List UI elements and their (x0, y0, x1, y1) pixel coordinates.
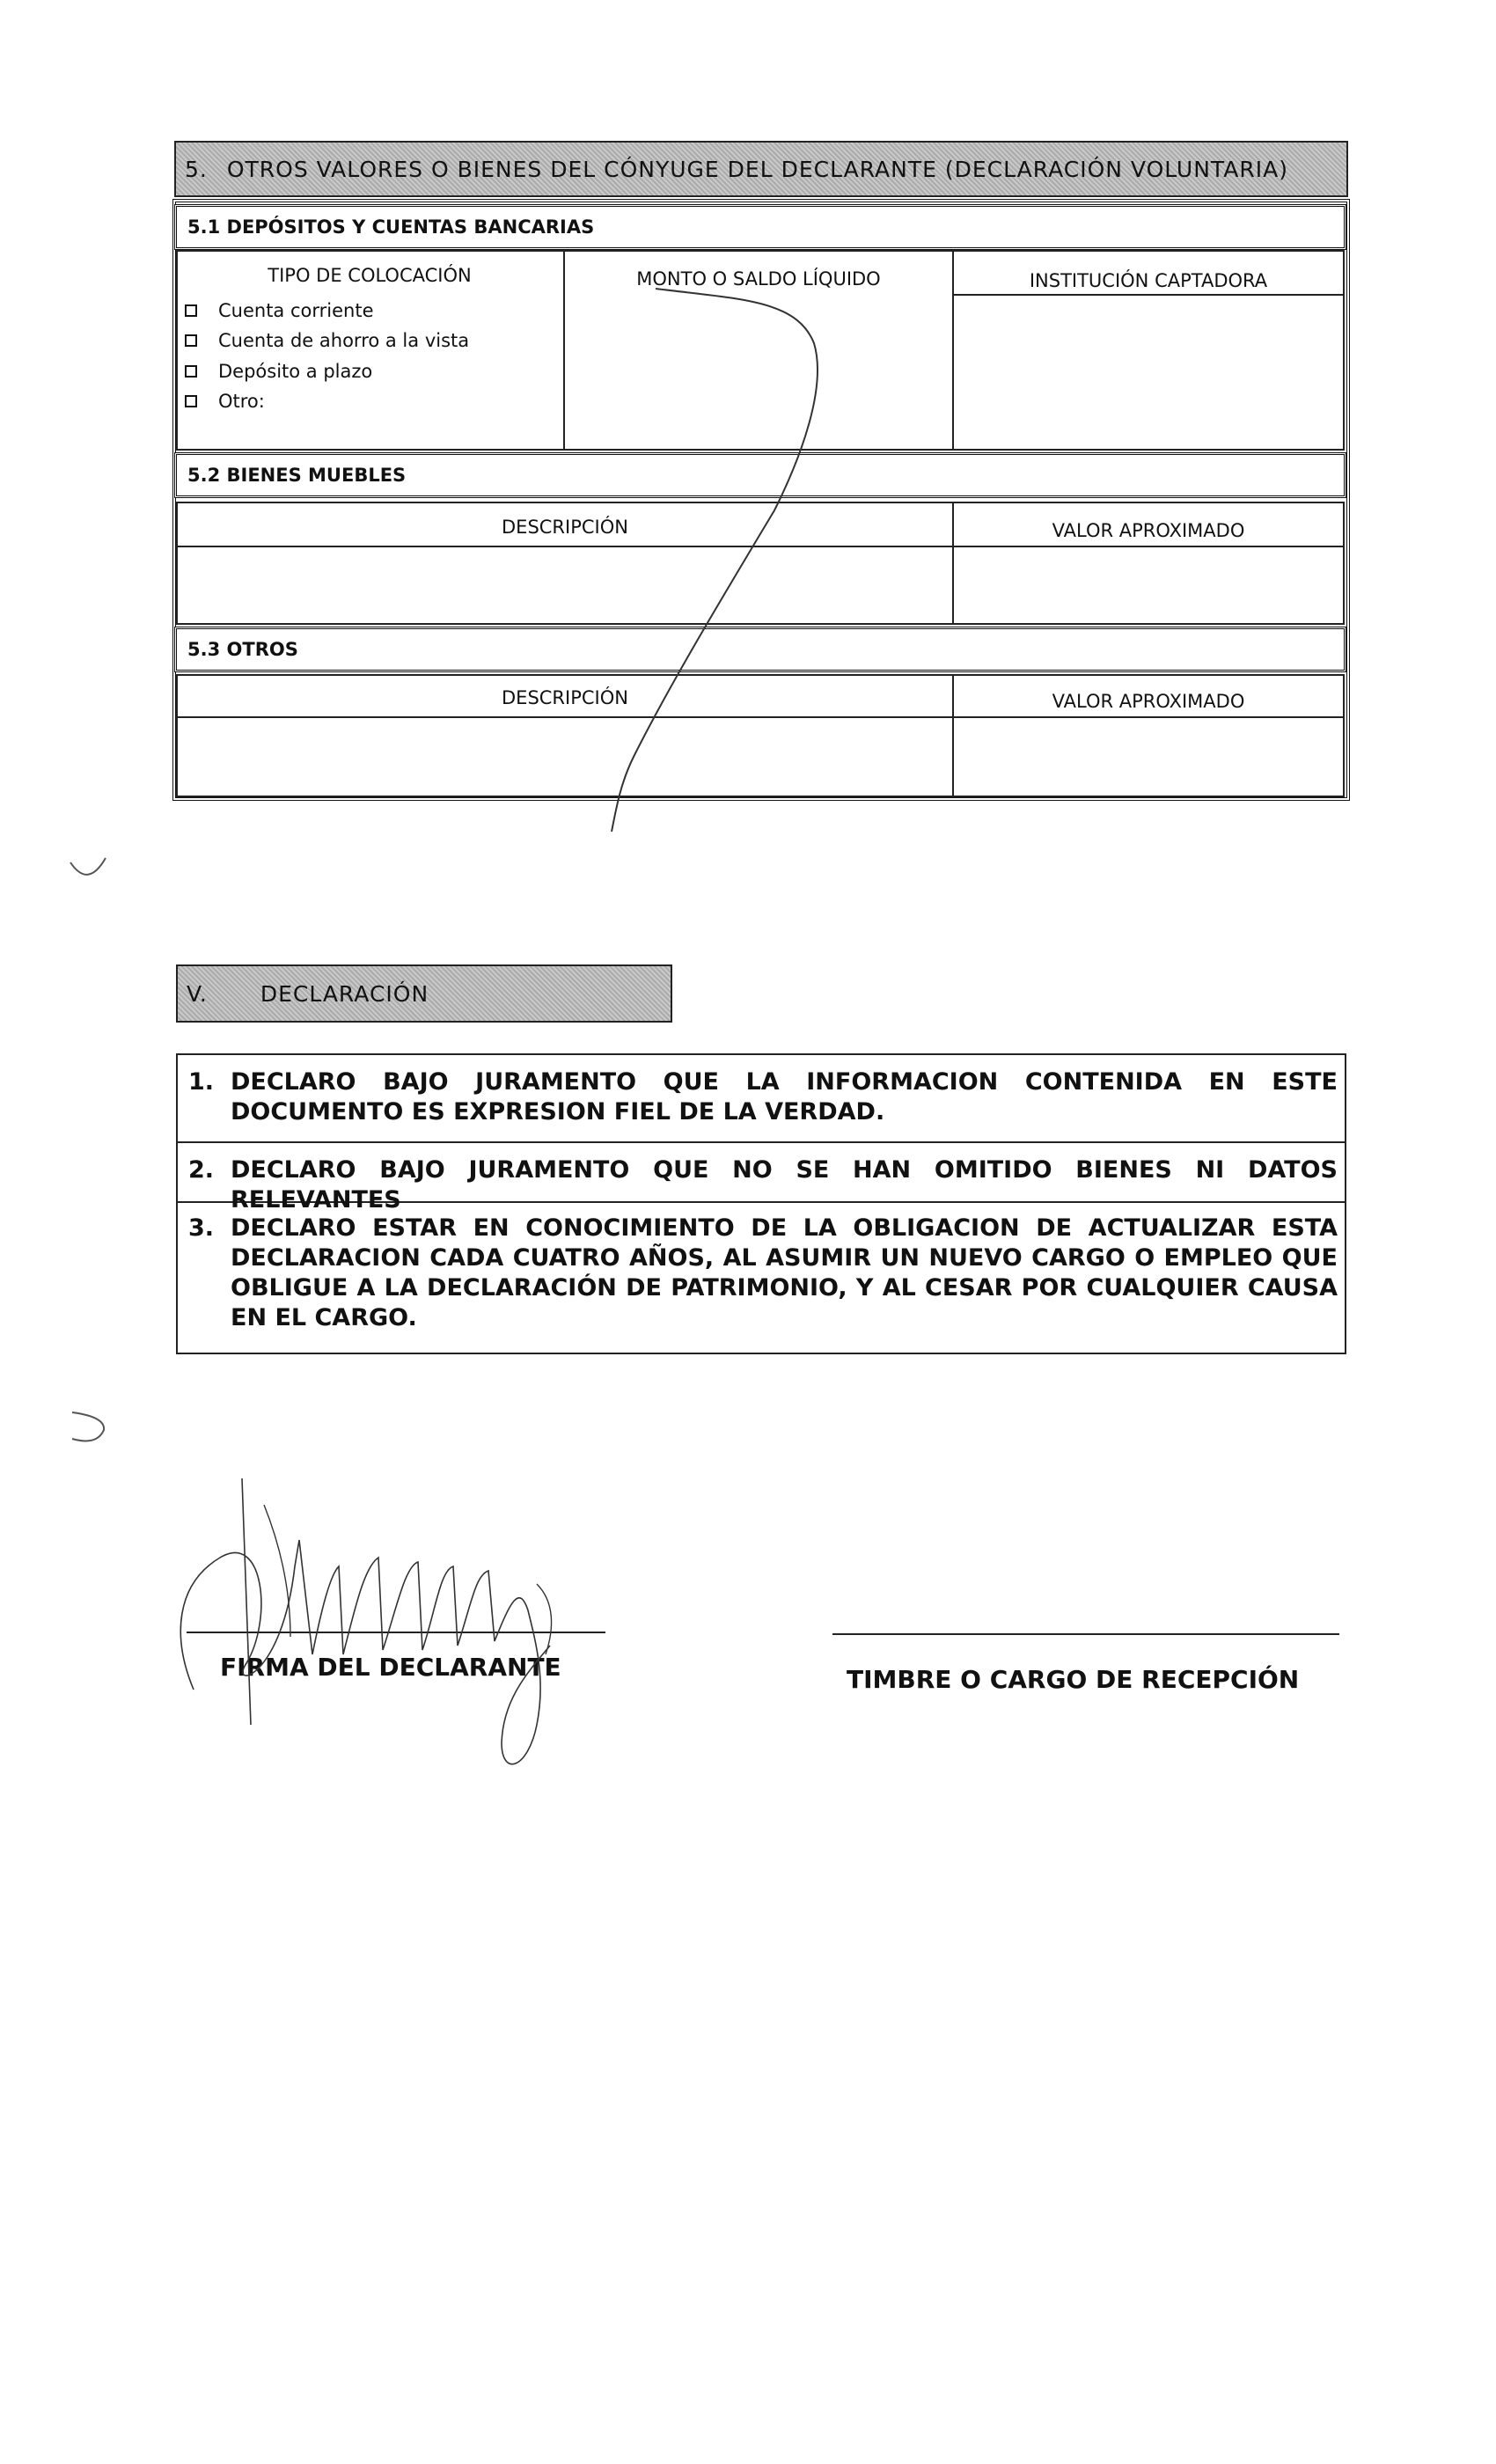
option-label: Cuenta corriente (218, 300, 374, 321)
column-header-descripcion: DESCRIPCIÓN (502, 687, 628, 708)
option-label: Depósito a plazo (218, 361, 373, 382)
declaration-number: 1. (188, 1068, 215, 1096)
column-header-descripcion: DESCRIPCIÓN (502, 517, 628, 538)
declaration-text: DECLARO BAJO JURAMENTO QUE NO SE HAN OMITIDO BIENES NI DATOS RELEVANTES (231, 1156, 1338, 1214)
declarations-box (176, 1053, 1346, 1354)
punch-hole-mark (62, 1404, 114, 1456)
subsection-5-1-heading-text: 5.1 DEPÓSITOS Y CUENTAS BANCARIAS (187, 216, 595, 238)
declaration-item (178, 1143, 1345, 1214)
column-header-valor: VALOR APROXIMADO (1052, 691, 1245, 712)
option-label: Otro: (218, 391, 265, 412)
column-header-tipo: TIPO DE COLOCACIÓN (268, 265, 472, 286)
handwritten-signature (167, 1461, 660, 1778)
section-5-number: 5. (185, 156, 208, 182)
declaration-text: DECLARO ESTAR EN CONOCIMIENTO DE LA OBLIGACION DE ACTUALIZAR ESTA DECLARACION CADA CUATRO AÑOS, AL ASUMIR UN NUEVO CARGO O EMPLEO QUE OBLIGUE A LA DECLARACIÓN DE PATRIMONIO, Y AL CESAR POR CUALQUIER CAUSA EN EL CARGO. (231, 1214, 1338, 1331)
cancellation-stroke (0, 0, 1496, 880)
subsection-5-3-heading-text: 5.3 OTROS (187, 639, 298, 660)
declaration-text: DECLARO BAJO JURAMENTO QUE LA INFORMACION CONTENIDA EN ESTE DOCUMENTO ES EXPRESION FIEL DE LA VERDAD. (231, 1068, 1338, 1126)
declaration-item (178, 1203, 1345, 1353)
column-header-monto: MONTO O SALDO LÍQUIDO (636, 268, 881, 290)
punch-hole-mark (62, 849, 114, 893)
declarant-signature-label: FIRMA DEL DECLARANTE (220, 1653, 561, 1682)
reception-stamp-line (832, 1633, 1339, 1635)
section-v-title: DECLARACIÓN (260, 980, 429, 1007)
section-v-header (176, 964, 672, 1023)
column-header-institucion: INSTITUCIÓN CAPTADORA (1029, 270, 1268, 291)
declaration-number: 2. (188, 1156, 215, 1184)
subsection-5-2-heading-text: 5.2 BIENES MUEBLES (187, 465, 407, 486)
declaration-number: 3. (188, 1214, 215, 1242)
declaration-item (178, 1055, 1345, 1143)
section-v-number: V. (187, 980, 208, 1007)
option-label: Cuenta de ahorro a la vista (218, 330, 470, 351)
section-5-title: OTROS VALORES O BIENES DEL CÓNYUGE DEL DECLARANTE (DECLARACIÓN VOLUNTARIA) (226, 156, 1288, 182)
reception-stamp-label: TIMBRE O CARGO DE RECEPCIÓN (847, 1665, 1300, 1694)
column-header-valor: VALOR APROXIMADO (1052, 520, 1245, 541)
